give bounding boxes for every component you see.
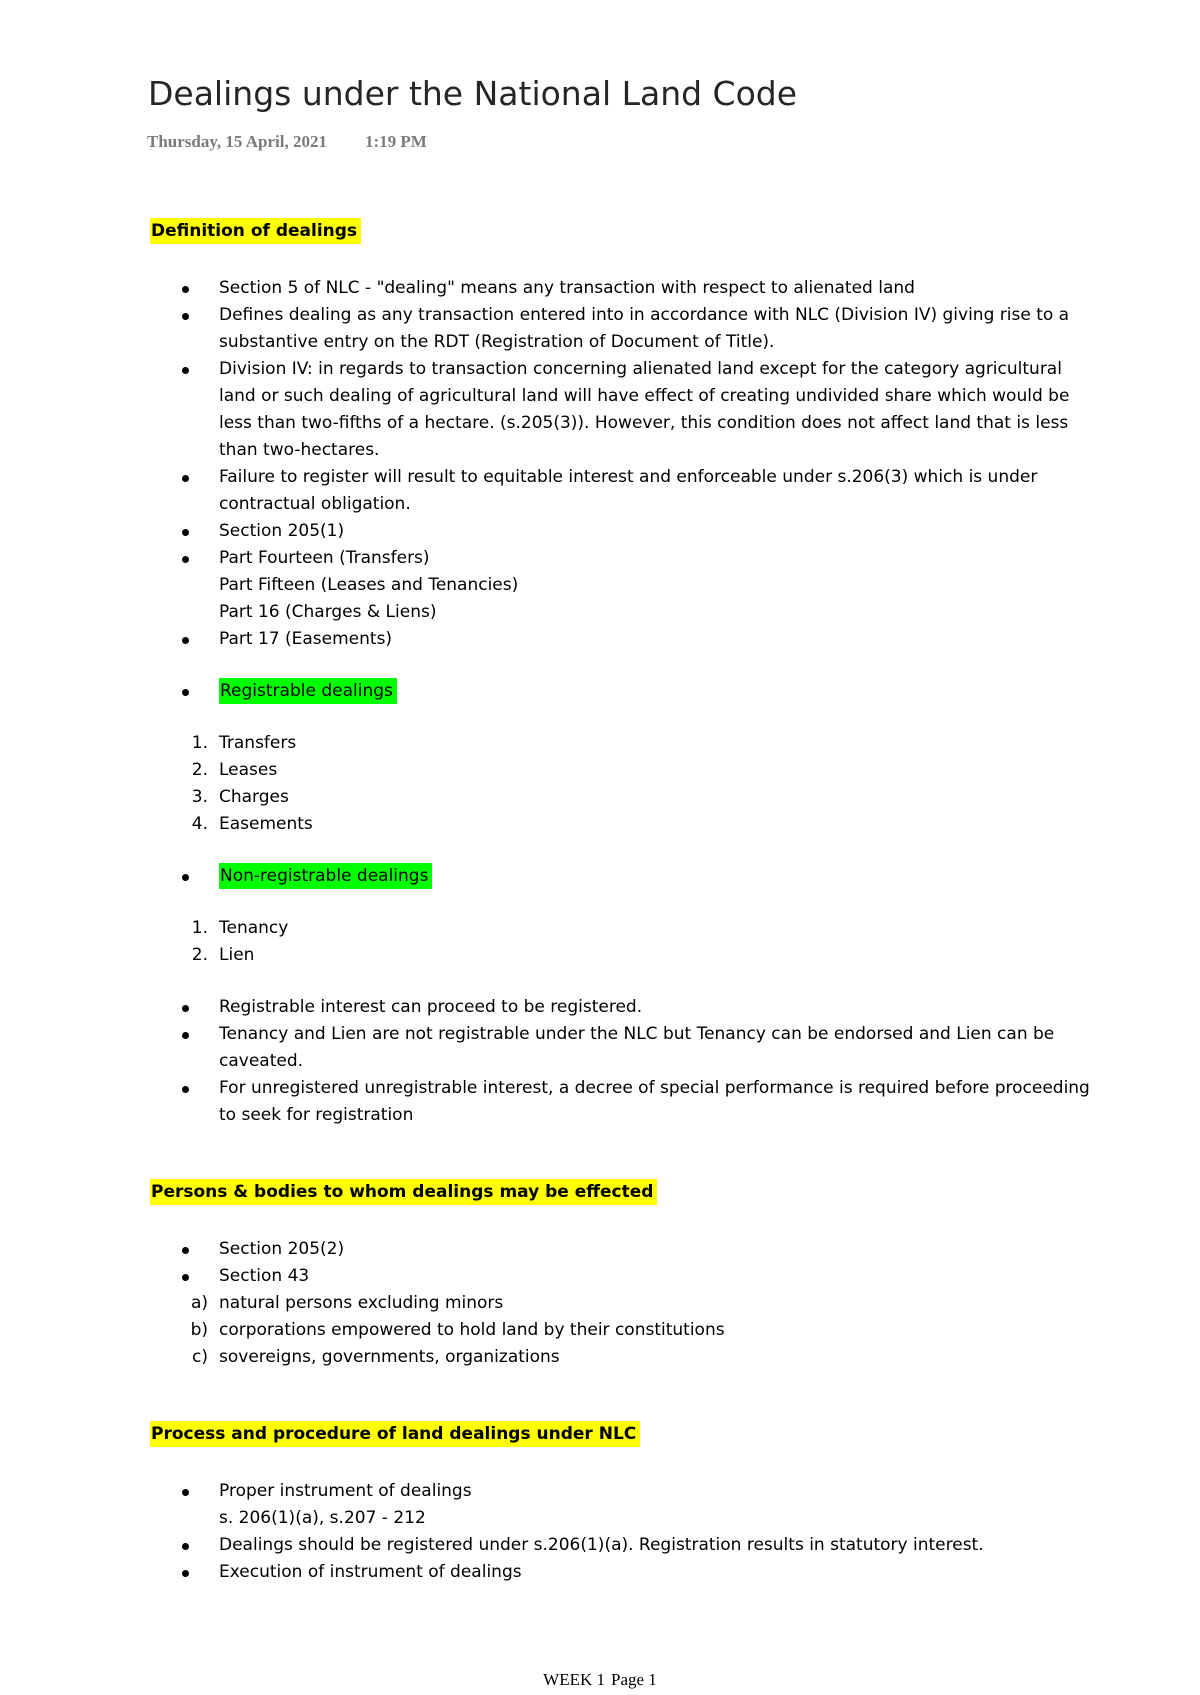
non-registrable-label-list: [150, 863, 1090, 890]
list-item: 3. Charges: [191, 787, 289, 807]
part-line: Part Fifteen (Leases and Tenancies): [219, 575, 519, 595]
list-item: Registrable interest can proceed to be registered.: [150, 994, 1090, 1021]
registrable-list: [150, 730, 1090, 838]
list-item: Dealings should be registered under s.206(1)(a). Registration results in statutory interest.: [150, 1532, 1090, 1559]
list-item: b) corporations empowered to hold land by their constitutions: [190, 1320, 725, 1340]
persons-bullet-list: [150, 1236, 1090, 1290]
page-title: Dealings under the National Land Code: [148, 74, 798, 113]
persons-lettered-list: [150, 1290, 1090, 1371]
definition-bullet-list: [150, 275, 1090, 653]
process-bullet-list: [150, 1478, 1090, 1586]
list-item: Tenancy and Lien are not registrable under the NLC but Tenancy can be endorsed and Lien can be caveated.: [150, 1021, 1090, 1075]
page-content: [150, 218, 1090, 1586]
footer-week: WEEK 1: [543, 1670, 606, 1689]
page-meta: [147, 132, 427, 152]
non-registrable-label: Non-registrable dealings: [150, 863, 1090, 890]
list-item: Section 205(1): [150, 518, 1090, 545]
registrable-label-list: [150, 678, 1090, 705]
list-item: 2. Leases: [191, 760, 278, 780]
list-item: Execution of instrument of dealings: [150, 1559, 1090, 1586]
list-item: a) natural persons excluding minors: [190, 1293, 504, 1313]
list-item: Section 43: [150, 1263, 1090, 1290]
non-registrable-list: [150, 915, 1090, 969]
list-item-parts: [150, 545, 1090, 626]
list-item: For unregistered unregistrable interest, a decree of special performance is required before proceeding to seek for registration: [150, 1075, 1090, 1129]
list-item: 1. Tenancy: [191, 918, 289, 938]
section-heading-process: Process and procedure of land dealings under NLC: [150, 1421, 1090, 1448]
list-item: Division IV: in regards to transaction concerning alienated land except for the category agricultural land or such dealing of agricultural land will have effect of creating undivided share which would be less than two-fifths of a hectare. (s.205(3)). However, this condition does not affect land that is less than two-hectares.: [150, 356, 1090, 464]
list-item: Proper instrument of dealings s. 206(1)(a), s.207 - 212: [150, 1478, 1090, 1532]
list-item: 2. Lien: [191, 945, 255, 965]
list-item: Section 205(2): [150, 1236, 1090, 1263]
list-item: Failure to register will result to equitable interest and enforceable under s.206(3) which is under contractual obligation.: [150, 464, 1090, 518]
list-item: Section 5 of NLC - "dealing" means any transaction with respect to alienated land: [150, 275, 1090, 302]
part-line: Part Fourteen (Transfers): [219, 548, 430, 568]
list-item: 1. Transfers: [191, 733, 297, 753]
footer-page-number: Page 1: [611, 1670, 657, 1689]
registrable-label: Registrable dealings: [150, 678, 1090, 705]
section-heading-persons: Persons & bodies to whom dealings may be effected: [150, 1179, 1090, 1206]
page-footer: [0, 1670, 1200, 1690]
page-date: Thursday, 15 April, 2021: [147, 132, 327, 151]
page-time: 1:19 PM: [364, 132, 427, 151]
list-item: Part 17 (Easements): [150, 626, 1090, 653]
list-item: c) sovereigns, governments, organizations: [192, 1347, 560, 1367]
list-item: 4. Easements: [191, 814, 313, 834]
notes-list: [150, 994, 1090, 1129]
section-heading-definition: Definition of dealings: [150, 218, 1090, 245]
part-line: Part 16 (Charges & Liens): [219, 602, 437, 622]
list-item: Defines dealing as any transaction entered into in accordance with NLC (Division IV) giving rise to a substantive entry on the RDT (Registration of Document of Title).: [150, 302, 1090, 356]
